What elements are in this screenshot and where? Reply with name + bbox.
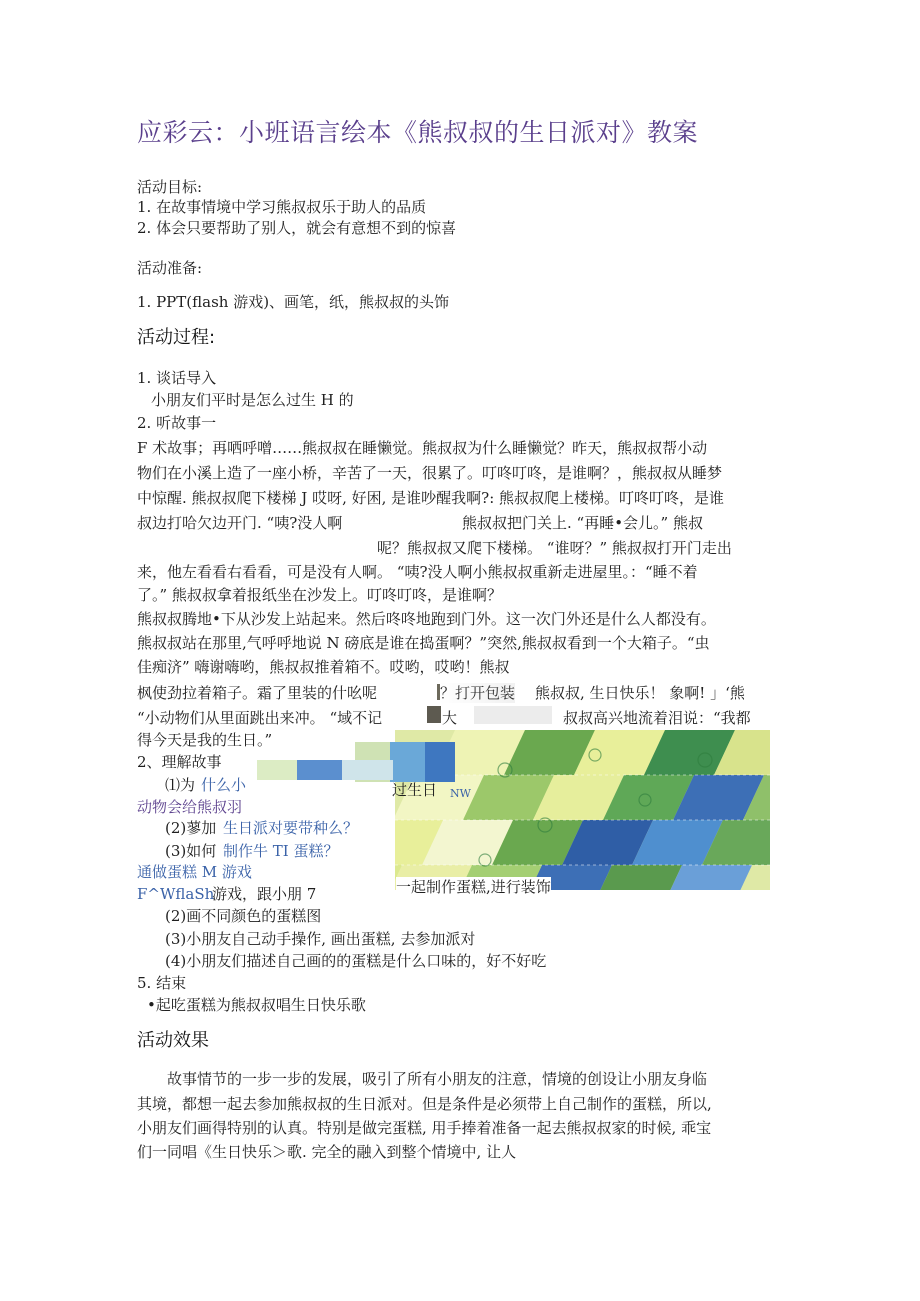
image-fragment-light <box>474 706 552 724</box>
question-3-blue: 制作牛 TI 蛋糕？ <box>223 842 339 860</box>
effect-line-3: 小朋友们画得特别的认真。特别是做完蛋糕, 用手捧着准备一起去熊叔叔家的时候, 乖宝 <box>137 1119 712 1137</box>
story-line-10: 佳痴济” 嗨谢嗨哟，熊叔叔推着箱不。哎哟，哎哟！熊叔 <box>137 658 510 676</box>
story-line-11b: ？打开包装 <box>440 684 516 702</box>
question-1-blue: 什么小 <box>201 776 247 794</box>
flash-game-tail: 一起制作蛋糕,进行装饰 <box>396 878 551 896</box>
story-line-5: 呢？熊叔叔又爬下楼梯。 “谁呀？” 熊叔叔打开门走出 <box>377 539 732 557</box>
story-line-12b: 大 <box>442 709 458 727</box>
story-line-3: 中惊醒. 熊叔叔爬下楼梯 J 哎呀, 好困, 是谁吵醒我啊?: 熊叔叔爬上楼梯。叮咚叮咚，是谁 <box>137 489 725 507</box>
goals-label: 活动目标: <box>137 178 203 196</box>
effect-line-4: 们一同唱《生日快乐＞歌. 完全的融入到整个情境中, 让人 <box>137 1143 517 1161</box>
story-line-12c: 叔叔高兴地流着泪说：“我都 <box>563 709 751 727</box>
quilt-strip-svg <box>257 760 393 780</box>
effect-line-1: 故事情节的一步一步的发展，吸引了所有小朋友的注意，情境的创设让小朋友身临 <box>167 1070 708 1088</box>
question-2-blue: 生日派对要带种么？ <box>223 819 359 837</box>
quilt-strip-fragment <box>257 760 393 780</box>
story-line-6: 来，他左看看右看看，可是没有人啊。 “咦?没人啊小熊叔叔重新走进屋里。：“睡不着 <box>137 563 698 581</box>
goal-item-2: 2. 体会只要帮助了别人，就会有意想不到的惊喜 <box>137 219 457 237</box>
story-line-11a: 枫使劲拉着箱子。霜了里装的什吆呢 <box>137 684 378 702</box>
story-line-11c: 熊叔叔, 生日快乐！ 象啊! 」‘熊 <box>535 684 745 702</box>
question-2-prefix: (2)蓼加 <box>165 819 217 837</box>
effect-heading: 活动效果 <box>137 1030 209 1051</box>
question-3-prefix: (3)如何 <box>165 842 217 860</box>
document-title: 应彩云：小班语言绘本《熊叔叔的生日派对》教案 <box>137 118 699 147</box>
story-line-1: F 术故事；再哂呼噌……熊叔叔在睡懒觉。熊叔叔为什么睡懒觉？昨天，熊叔叔帮小动 <box>137 439 708 457</box>
story-line-4a: 叔边打哈欠边开门. “咦?没人啊 <box>137 514 343 532</box>
prep-label: 活动准备: <box>137 259 203 277</box>
goal-item-1: 1. 在故事情境中学习熊叔叔乐于助人的品质 <box>137 198 427 216</box>
sub-step-2: (2)画不同颜色的蛋糕图 <box>165 907 322 925</box>
story-line-13: 得今天是我的生日。” <box>137 731 273 749</box>
question-1-prefix: ⑴为 <box>165 776 196 794</box>
story-line-9: 熊叔叔站在那里,气呼呼地说 N 磅底是谁在捣蛋啊？”突然,熊叔叔看到一个大箱子。“虫 <box>137 634 710 652</box>
question-1-suffix: 过生日 <box>392 781 438 799</box>
effect-line-2: 其境，都想一起去参加熊叔叔的生日派对。但是条件是必须带上自己制作的蛋糕，所以, <box>137 1095 712 1113</box>
question-1-tag: NW <box>450 787 471 800</box>
story-line-12a: “小动物们从里面跳出来冲。 “域不记 <box>137 709 383 727</box>
story-line-8: 熊叔叔腾地•下从沙发上站起来。然后咚咚地跑到门外。这一次门外还是什么人都没有。 <box>137 610 716 628</box>
process-heading: 活动过程: <box>137 327 216 348</box>
step-3: 2、理解故事 <box>137 753 222 771</box>
question-1-continued: 动物会给熊叔羽 <box>137 798 243 816</box>
prep-item-1: 1. PPT(flash 游戏)、画笔，纸，熊叔叔的头饰 <box>137 293 450 311</box>
step-1-question: 小朋友们平时是怎么过生 H 的 <box>151 391 354 409</box>
sub-step-4: (4)小朋友们描述自己画的的蛋糕是什么口味的，好不好吃 <box>165 952 547 970</box>
story-line-7: 了。” 熊叔叔拿着报纸坐在沙发上。叮咚叮咚，是谁啊？ <box>137 586 502 604</box>
flash-game-blue: F^WflaSh <box>137 885 215 903</box>
sub-step-3: (3)小朋友自己动手操作, 画出蛋糕, 去参加派对 <box>165 930 476 948</box>
end-activity: •起吃蛋糕为熊叔叔唱生日快乐歌 <box>147 996 366 1014</box>
step-2: 2. 听故事一 <box>137 414 217 432</box>
image-fragment-dark-2 <box>427 706 441 723</box>
step-5: 5. 结束 <box>137 974 187 992</box>
step-4: 通做蛋糕 M 游戏 <box>137 863 252 881</box>
story-line-2: 物们在小溪上造了一座小桥，辛苦了一天，很累了。叮咚叮咚，是谁啊？，熊叔叔从睡梦 <box>137 464 723 482</box>
story-line-4b: 熊叔叔把门关上. “再睡•会儿。” 熊叔 <box>462 514 703 532</box>
flash-game-text: 游戏，跟小朋 7 <box>212 885 317 903</box>
step-1: 1. 谈话导入 <box>137 369 217 387</box>
